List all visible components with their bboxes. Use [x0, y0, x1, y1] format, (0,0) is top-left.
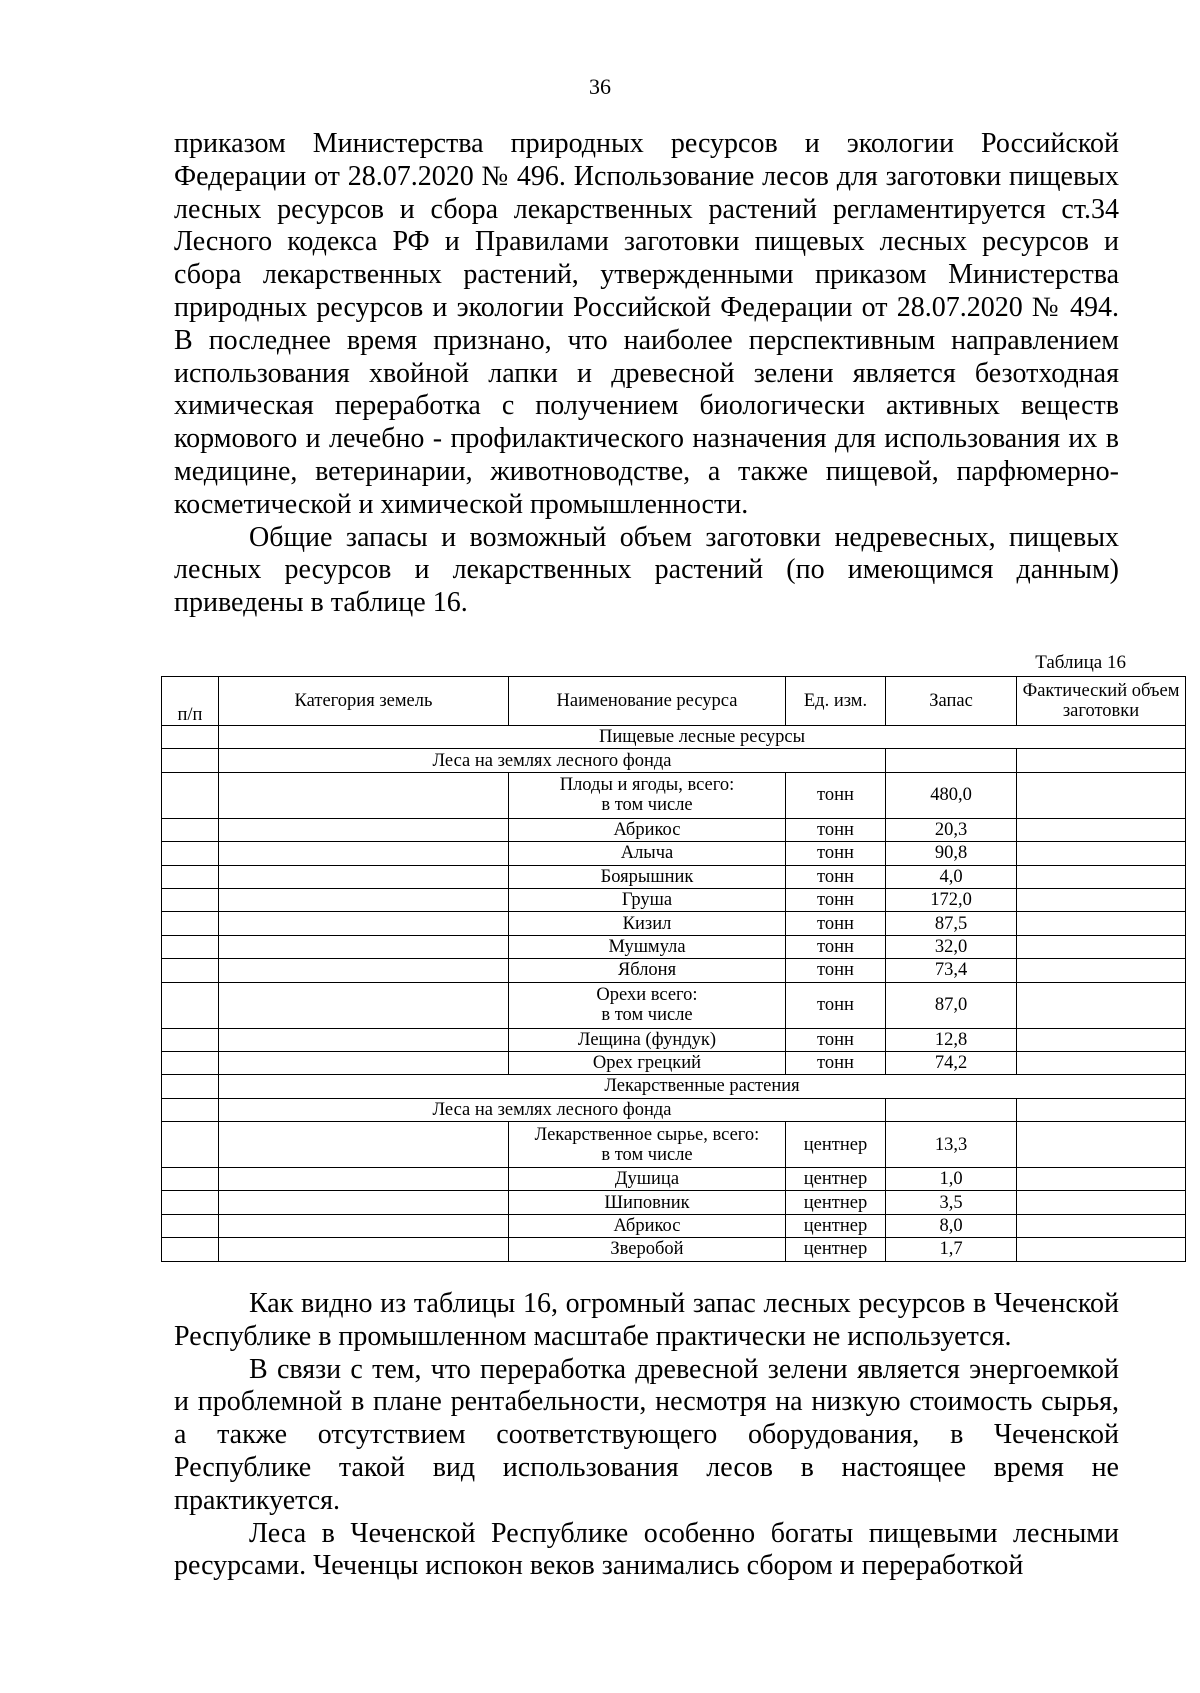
- cell-actual: [1017, 772, 1186, 818]
- cell-resource: [509, 1238, 786, 1261]
- cell-resource: [509, 888, 786, 911]
- table-row: [162, 818, 1186, 841]
- table-row: [162, 1238, 1186, 1261]
- cell-unit: центнер: [786, 1122, 886, 1168]
- cell-num: [162, 959, 219, 982]
- cell-num: [162, 912, 219, 935]
- cell-stock: 13,3: [886, 1122, 1017, 1168]
- table-caption: Таблица 16: [1035, 652, 1126, 673]
- cell-actual: [1017, 912, 1186, 935]
- cell-num: [162, 888, 219, 911]
- section-row: [162, 749, 1186, 772]
- table-row: [162, 959, 1186, 982]
- cell-unit: тонн: [786, 912, 886, 935]
- cell-category: [219, 842, 509, 865]
- resource-name: Лещина (фундук): [577, 1029, 717, 1050]
- header-category: Категория земель: [219, 677, 509, 726]
- cell-unit: тонн: [786, 1051, 886, 1074]
- cell-category: [219, 912, 509, 935]
- cell-resource: [509, 865, 786, 888]
- cell-unit: тонн: [786, 818, 886, 841]
- header-num: п/п: [162, 677, 219, 726]
- cell-resource: [509, 1051, 786, 1074]
- cell-resource: [509, 1168, 786, 1191]
- cell-category: [219, 818, 509, 841]
- cell-num: [162, 865, 219, 888]
- cell-resource: [509, 982, 786, 1028]
- cell-unit: тонн: [786, 865, 886, 888]
- resource-name: Зверобой: [610, 1239, 684, 1260]
- resource-subnote: в том числе: [601, 795, 693, 816]
- paragraph: В связи с тем, что переработка древесной зелени является энергоемкой и проблемной в плане рентабельности, несмотря на низкую стоимость сырья, а также отсутствием соответствующего оборудования, в Чеченской Республике такой вид использования лесов в настоящее время не практикуется.: [174, 1353, 1119, 1516]
- cell-unit: тонн: [786, 772, 886, 818]
- cell-num: [162, 772, 219, 818]
- cell-unit: центнер: [786, 1191, 886, 1214]
- cell-num: [162, 1028, 219, 1051]
- cell-unit: центнер: [786, 1214, 886, 1237]
- cell-unit: тонн: [786, 959, 886, 982]
- cell-num: [162, 1051, 219, 1074]
- resource-name: Мушмула: [608, 936, 686, 957]
- cell-actual: [1017, 1122, 1186, 1168]
- cell-stock: 90,8: [886, 842, 1017, 865]
- cell-num: [162, 1122, 219, 1168]
- resource-name: Боярышник: [600, 866, 694, 887]
- cell-category: [219, 865, 509, 888]
- cell-category: [219, 888, 509, 911]
- resource-name: Абрикос: [613, 1216, 681, 1237]
- body-text-bottom: [174, 1288, 1119, 1583]
- section-row: [162, 1075, 1186, 1098]
- cell-actual: [1017, 888, 1186, 911]
- table-row: [162, 888, 1186, 911]
- cell-num: [162, 935, 219, 958]
- cell-actual: [1017, 1028, 1186, 1051]
- resource-name: Орехи всего:: [596, 985, 698, 1006]
- resource-name: Шиповник: [604, 1192, 690, 1213]
- cell-num: [162, 818, 219, 841]
- cell-unit: тонн: [786, 982, 886, 1028]
- cell-actual: [1017, 1214, 1186, 1237]
- cell-actual: [1017, 959, 1186, 982]
- cell-stock: 1,7: [886, 1238, 1017, 1261]
- resource-subnote: в том числе: [601, 1144, 693, 1165]
- section-title-food: Пищевые лесные ресурсы: [219, 726, 1186, 749]
- cell-category: [219, 1214, 509, 1237]
- resource-name: Яблоня: [617, 960, 677, 981]
- header-unit: Ед. изм.: [786, 677, 886, 726]
- cell-stock: 480,0: [886, 772, 1017, 818]
- cell-category: [219, 1051, 509, 1074]
- section-title-med: Лекарственные растения: [219, 1075, 1186, 1098]
- resource-subnote: в том числе: [601, 1005, 693, 1026]
- cell-resource: [509, 772, 786, 818]
- header-resource: Наименование ресурса: [509, 677, 786, 726]
- cell-resource: [509, 1028, 786, 1051]
- cell-actual: [1017, 935, 1186, 958]
- cell-unit: тонн: [786, 888, 886, 911]
- table-row: [162, 1214, 1186, 1237]
- header-actual: Фактический объем заготовки: [1017, 677, 1186, 726]
- cell-num: [162, 1168, 219, 1191]
- header-stock: Запас: [886, 677, 1017, 726]
- cell-stock: 87,0: [886, 982, 1017, 1028]
- cell-actual: [1017, 842, 1186, 865]
- med-rows: [162, 1122, 1186, 1262]
- cell-stock: 20,3: [886, 818, 1017, 841]
- cell-actual: [1017, 1191, 1186, 1214]
- resource-name: Лекарственное сырье, всего:: [534, 1124, 760, 1145]
- paragraph: приказом Министерства природных ресурсов и экологии Российской Федерации от 28.07.2020 № 496. Использование лесов для заготовки пищевых лесных ресурсов и сбора лекарственных растений регламентируется ст.34 Лесного кодекса РФ и Правилами заготовки пищевых лесных ресурсов и сбора лекарственных растений, утвержденными приказом Министерства природных ресурсов и экологии Российской Федерации от 28.07.2020 № 494. В последнее время признано, что наиболее перспективным направлением использования хвойной лапки и древесной зелени является безотходная химическая переработка с получением биологически активных веществ кормового и лечебно - профилактического назначения для использования их в медицине, ветеринарии, животноводстве, а также пищевой, парфюмерно-косметической и химической промышленности.: [174, 128, 1119, 520]
- cell-category: [219, 1191, 509, 1214]
- cell-category: [219, 982, 509, 1028]
- cell-actual: [1017, 818, 1186, 841]
- cell-stock: 32,0: [886, 935, 1017, 958]
- cell-unit: центнер: [786, 1168, 886, 1191]
- page-number: 36: [589, 74, 611, 99]
- cell-stock: 1,0: [886, 1168, 1017, 1191]
- cell-stock: 12,8: [886, 1028, 1017, 1051]
- cell-actual: [1017, 982, 1186, 1028]
- cell-actual: [1017, 1051, 1186, 1074]
- cell-actual: [1017, 1168, 1186, 1191]
- table-row: [162, 865, 1186, 888]
- cell-num: [162, 1191, 219, 1214]
- paragraph: Общие запасы и возможный объем заготовки недревесных, пищевых лесных ресурсов и лекарственных растений (по имеющимся данным) приведены в таблице 16.: [174, 521, 1119, 619]
- resource-name: Плоды и ягоды, всего:: [559, 775, 735, 796]
- resource-name: Кизил: [622, 913, 672, 934]
- table-row: [162, 982, 1186, 1028]
- cell-category: [219, 1238, 509, 1261]
- cell-stock: 172,0: [886, 888, 1017, 911]
- cell-stock: 87,5: [886, 912, 1017, 935]
- resource-name: Душица: [614, 1169, 680, 1190]
- table-row: [162, 1051, 1186, 1074]
- cell-num: [162, 1238, 219, 1261]
- cell-num: [162, 982, 219, 1028]
- cell-unit: центнер: [786, 1238, 886, 1261]
- resource-name: Орех грецкий: [592, 1053, 702, 1074]
- cell-num: [162, 1214, 219, 1237]
- food-rows: [162, 772, 1186, 1075]
- cell-unit: тонн: [786, 935, 886, 958]
- cell-resource: [509, 935, 786, 958]
- cell-category: [219, 1122, 509, 1168]
- table-row: [162, 842, 1186, 865]
- table-header-row: [162, 677, 1186, 726]
- cell-category: [219, 1028, 509, 1051]
- table-row: [162, 772, 1186, 818]
- cell-stock: 8,0: [886, 1214, 1017, 1237]
- land-category: Леса на землях лесного фонда: [219, 1098, 886, 1121]
- body-text-top: [174, 128, 1119, 620]
- cell-resource: [509, 1191, 786, 1214]
- land-category: Леса на землях лесного фонда: [219, 749, 886, 772]
- paragraph: Леса в Чеченской Республике особенно богаты пищевыми лесными ресурсами. Чеченцы испокон веков занимались сбором и переработкой: [174, 1517, 1119, 1582]
- table-row: [162, 935, 1186, 958]
- cell-stock: 74,2: [886, 1051, 1017, 1074]
- resource-name: Алыча: [620, 843, 674, 864]
- cell-stock: 3,5: [886, 1191, 1017, 1214]
- cell-category: [219, 935, 509, 958]
- cell-resource: [509, 912, 786, 935]
- cell-stock: 73,4: [886, 959, 1017, 982]
- resources-table: [161, 676, 1186, 1262]
- resource-name: Абрикос: [613, 819, 681, 840]
- resource-name: Груша: [621, 890, 673, 911]
- section-row: [162, 726, 1186, 749]
- cell-category: [219, 772, 509, 818]
- cell-actual: [1017, 1238, 1186, 1261]
- cell-resource: [509, 1214, 786, 1237]
- cell-category: [219, 959, 509, 982]
- cell-resource: [509, 959, 786, 982]
- section-row: [162, 1098, 1186, 1121]
- table-row: [162, 912, 1186, 935]
- table-row: [162, 1191, 1186, 1214]
- table-row: [162, 1168, 1186, 1191]
- cell-unit: тонн: [786, 1028, 886, 1051]
- cell-resource: [509, 1122, 786, 1168]
- cell-category: [219, 1168, 509, 1191]
- cell-resource: [509, 818, 786, 841]
- cell-unit: тонн: [786, 842, 886, 865]
- table-row: [162, 1122, 1186, 1168]
- cell-resource: [509, 842, 786, 865]
- cell-stock: 4,0: [886, 865, 1017, 888]
- paragraph: Как видно из таблицы 16, огромный запас лесных ресурсов в Чеченской Республике в промышленном масштабе практически не используется.: [174, 1288, 1119, 1352]
- table-row: [162, 1028, 1186, 1051]
- cell-num: [162, 842, 219, 865]
- cell-actual: [1017, 865, 1186, 888]
